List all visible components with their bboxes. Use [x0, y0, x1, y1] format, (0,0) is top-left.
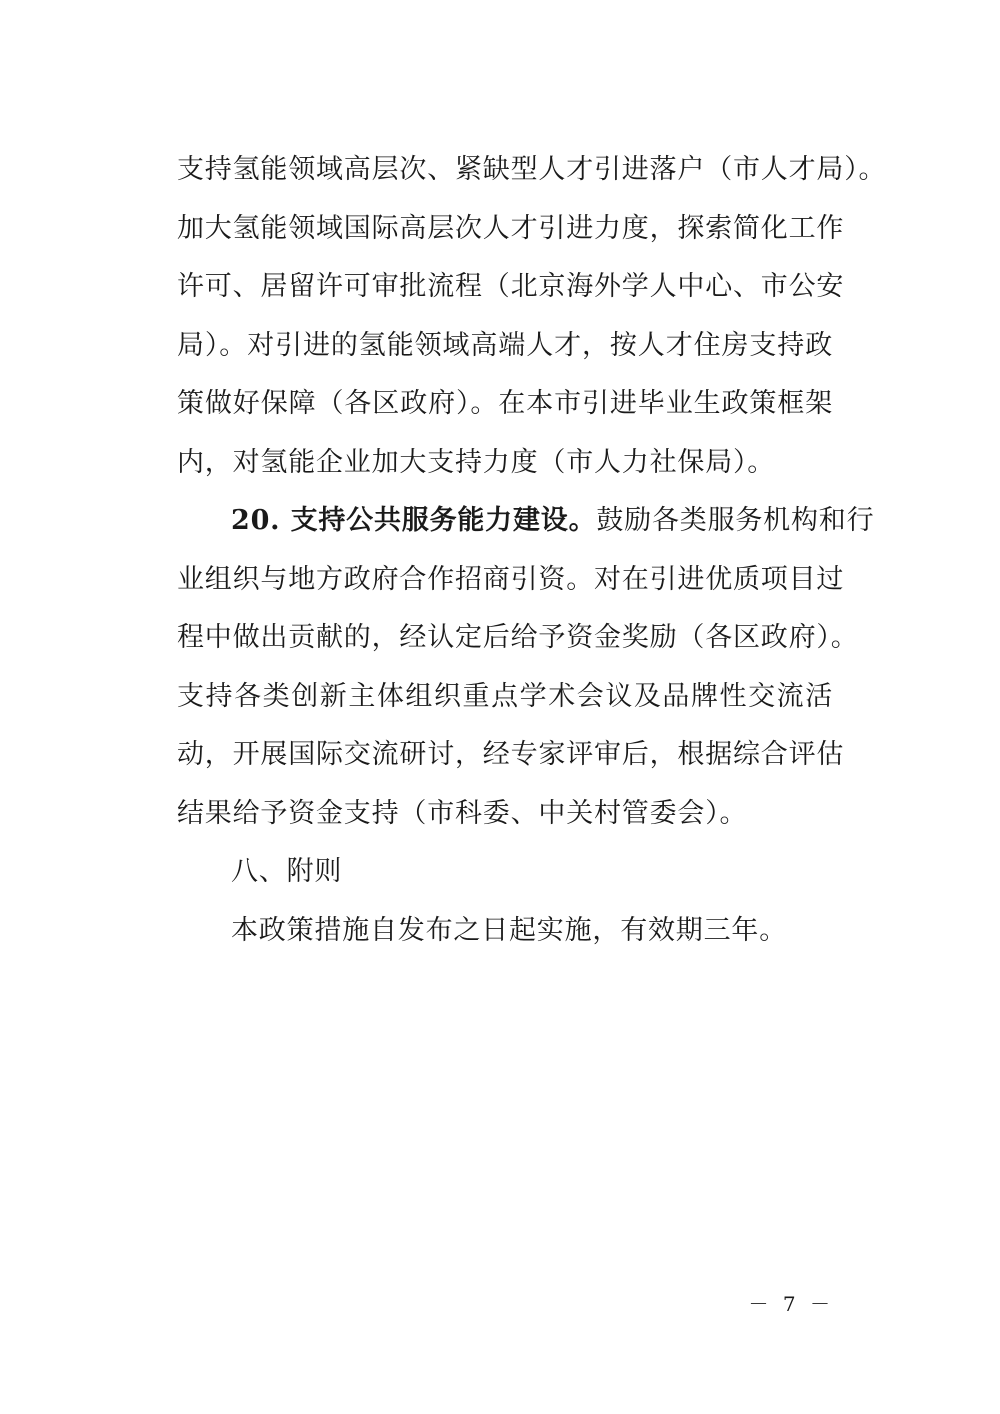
- section-8-heading: 八、附则: [231, 856, 343, 887]
- page-number: － 7 －: [748, 1292, 834, 1316]
- paragraph-line: 支持氢能领域高层次、紧缺型人才引进落户（市人才局）。: [177, 154, 887, 185]
- item-20-first-line: [177, 492, 875, 551]
- paragraph-line: 内，对氢能企业加大支持力度（市人力社保局）。: [177, 446, 776, 478]
- paragraph-line: 许可、居留许可审批流程（北京海外学人中心、市公安: [177, 271, 845, 302]
- paragraph-line: 局）。对引进的氢能领域高端人才，按人才住房支持政: [177, 329, 833, 361]
- paragraph-line: 程中做出贡献的，经认定后给予资金奖励（各区政府）。: [177, 622, 859, 653]
- document-body: [177, 141, 887, 960]
- paragraph-line: 策做好保障（各区政府）。在本市引进毕业生政策框架: [177, 388, 833, 419]
- paragraph-line: 业组织与地方政府合作招商引资。对在引进优质项目过: [177, 563, 845, 595]
- paragraph-line: 支持各类创新主体组织重点学术会议及品牌性交流活: [177, 680, 833, 712]
- paragraph-line: 结果给予资金支持（市科委、中关村管委会）。: [177, 797, 748, 829]
- item-20-heading: 20. 支持公共服务能力建设。: [231, 505, 597, 536]
- paragraph-line: 加大氢能领域国际高层次人才引进力度，探索简化工作: [177, 212, 845, 244]
- section-8-text: 本政策措施自发布之日起实施，有效期三年。: [231, 914, 787, 946]
- paragraph-line: 动，开展国际交流研讨，经专家评审后，根据综合评估: [177, 739, 845, 770]
- item-20-text: 鼓励各类服务机构和行: [596, 505, 875, 536]
